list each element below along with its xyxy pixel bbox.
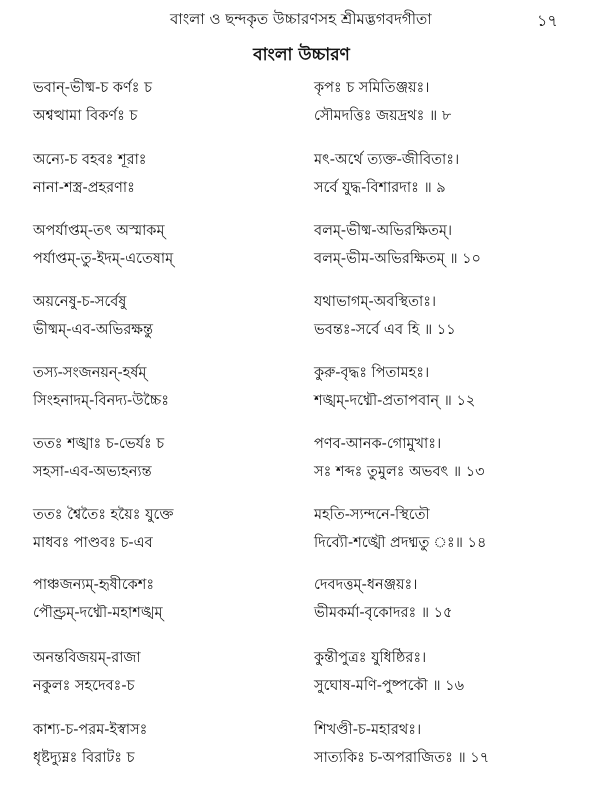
verse-left-line-1: অনন্তবিজয়ম্-রাজা	[33, 650, 141, 666]
verse-left-line-2: ভীষ্মম্-এব-অভিরক্ষন্তু	[33, 322, 154, 338]
verse-right-line-2: সর্বে যুদ্ধ-বিশারদাঃ ॥ ৯	[314, 180, 446, 196]
verse-right-line-1: বলম্-ভীষ্ম-অভিরক্ষিতম্।	[314, 223, 453, 239]
verse-right-line-2: সঃ শব্দঃ তুমুলঃ অভবৎ ॥ ১৩	[314, 464, 485, 480]
verse-16	[0, 648, 603, 702]
verse-right-line-1: শিখণ্ডী-চ-মহারথঃ।	[314, 722, 422, 738]
verse-right-line-1: মহতি-স্যন্দনে-স্থিতৌ	[314, 507, 430, 523]
verse-12	[0, 363, 603, 417]
verse-right-line-2: বলম্-ভীম-অভিরক্ষিতম্ ॥ ১০	[314, 251, 481, 267]
verse-left-line-2: নানা-শস্ত্র-প্রহরণাঃ	[33, 180, 135, 196]
verse-11	[0, 292, 603, 346]
verse-9	[0, 150, 603, 204]
verse-left-line-1: অপর্যাপ্তম্-তৎ অস্মাকম্	[33, 223, 165, 239]
verse-13	[0, 434, 603, 488]
verse-left-line-2: ধৃষ্টদ্যুম্নঃ বিরাটঃ চ	[33, 750, 135, 766]
page-number: ১৭	[537, 11, 558, 30]
verse-left-line-1: ভবান্-ভীষ্ম-চ কর্ণঃ চ	[33, 80, 152, 96]
verse-left-line-2: সিংহনাদম্-বিনদ্য-উচ্চৈঃ	[33, 393, 170, 409]
verse-left-line-2: পৌণ্ড্রম্-দধ্মৌ-মহাশঙ্খম্	[33, 605, 163, 621]
verse-left-line-2: সহসা-এব-অভ্যহন্যন্ত	[33, 464, 152, 480]
page-header	[0, 8, 603, 32]
verse-right-line-1: কুরু-বৃদ্ধঃ পিতামহঃ।	[314, 365, 430, 381]
verse-right-line-2: সুঘোষ-মণি-পুষ্পকৌ ॥ ১৬	[314, 678, 464, 694]
verse-right-line-2: দিব্যৌ-শঙ্খৌ প্রদধ্মতু ঃ॥ ১৪	[314, 535, 487, 551]
verse-left-line-1: ততঃ শঙ্খাঃ চ-ভের্যঃ চ	[33, 436, 165, 452]
verse-left-line-2: পর্যাপ্তম্-তু-ইদম্-এতেষাম্	[33, 251, 174, 267]
verse-right-line-2: সাত্যকিঃ চ-অপরাজিতঃ ॥ ১৭	[314, 750, 490, 766]
verse-left-line-1: পাঞ্চজন্যম্-হৃষীকেশঃ	[33, 577, 155, 593]
verse-left-line-1: কাশ্য-চ-পরম-ইস্বাসঃ	[33, 722, 148, 738]
verse-right-line-1: কৃপঃ চ সমিতিঞ্জয়ঃ।	[314, 80, 430, 96]
verse-right-line-2: শঙ্খম্-দধ্মৌ-প্রতাপবান্ ॥ ১২	[314, 393, 476, 409]
verse-right-line-2: সৌমদত্তিঃ জয়দ্রথঃ ॥ ৮	[314, 108, 452, 124]
verse-8	[0, 78, 603, 132]
verse-left-line-1: তস্য-সংজনয়ন্-হর্ষম্	[33, 365, 147, 381]
verse-17	[0, 720, 603, 774]
verse-right-line-1: মৎ-অর্থে ত্যক্ত-জীবিতাঃ।	[314, 152, 460, 168]
verse-right-line-1: যথাভাগম্-অবস্থিতাঃ।	[314, 294, 437, 310]
verse-left-line-2: মাধবঃ পাণ্ডবঃ চ-এব	[33, 535, 153, 551]
verse-left-line-1: অয়নেষু-চ-সর্বেষু	[33, 294, 127, 310]
header-title: বাংলা ও ছন্দকৃত উচ্চারণসহ শ্রীমদ্ভগবদগীতা	[170, 10, 432, 28]
verse-right-line-1: পণব-আনক-গোমুখাঃ।	[314, 436, 442, 452]
verse-15	[0, 575, 603, 629]
verse-10	[0, 221, 603, 275]
verse-right-line-2: ভবন্তঃ-সর্বে এব হি ॥ ১১	[314, 322, 456, 338]
verse-left-line-1: অন্যে-চ বহবঃ শূরাঃ	[33, 152, 147, 168]
verse-right-line-2: ভীমকর্মা-বৃকোদরঃ ॥ ১৫	[314, 605, 453, 621]
verse-left-line-2: অশ্বত্থামা বিকর্ণঃ চ	[33, 108, 138, 124]
verse-14	[0, 505, 603, 559]
verse-left-line-2: নকুলঃ সহদেবঃ-চ	[33, 678, 135, 694]
verse-right-line-1: দেবদত্তম্-ধনঞ্জয়ঃ।	[314, 577, 418, 593]
section-title: বাংলা উচ্চারণ	[253, 45, 350, 65]
verse-right-line-1: কুন্তীপুত্রঃ যুধিষ্ঠিরঃ।	[314, 650, 427, 666]
verse-left-line-1: ততঃ শ্বৈতৈঃ হয়ৈঃ যুক্তে	[33, 507, 174, 523]
